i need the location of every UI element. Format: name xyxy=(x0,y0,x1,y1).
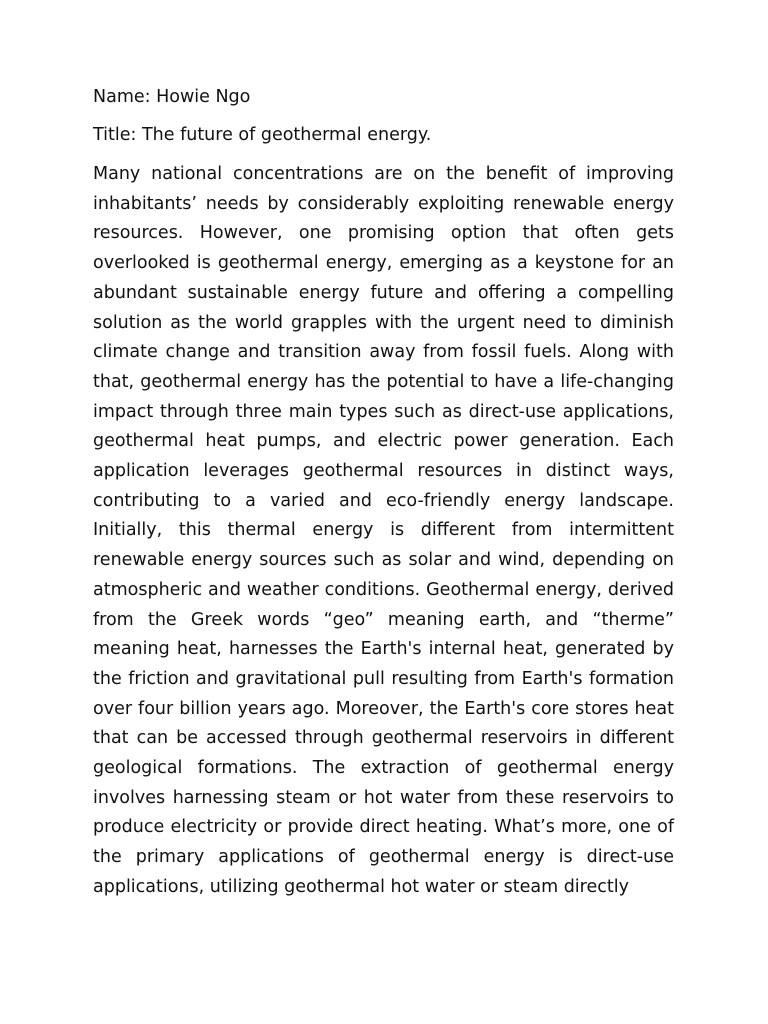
body-paragraph: Many national concentrations are on the benefit of improving inhabitants’ needs by considerably exploiting renewable energy resources. However, one promising option that often gets overlooked is geothermal energy, emerging as a keystone for an abundant sustainable energy future and offering a compelling solution as the world grapples with the urgent need to diminish climate change and transition away from fossil fuels. Along with that, geothermal energy has the potential to have a life-changing impact through three main types such as direct-use applications, geothermal heat pumps, and electric power generation. Each application leverages geothermal resources in distinct ways, contributing to a varied and eco-friendly energy landscape. Initially, this thermal energy is different from intermittent renewable energy sources such as solar and wind, depending on atmospheric and weather conditions. Geothermal energy, derived from the Greek words “geo” meaning earth, and “therme” meaning heat, harnesses the Earth's internal heat, generated by the friction and gravitational pull resulting from Earth's formation over four billion years ago. Moreover, the Earth's core stores heat that can be accessed through geothermal reservoirs in different geological formations. The extraction of geothermal energy involves harnessing steam or hot water from these reservoirs to produce electricity or provide direct heating. What’s more, one of the primary applications of geothermal energy is direct-use applications, utilizing geothermal hot water or steam directly xyxy=(93,164,674,897)
essay-title: Title: The future of geothermal energy. xyxy=(93,125,432,145)
document-text xyxy=(93,84,674,903)
author-name: Name: Howie Ngo xyxy=(93,87,251,107)
